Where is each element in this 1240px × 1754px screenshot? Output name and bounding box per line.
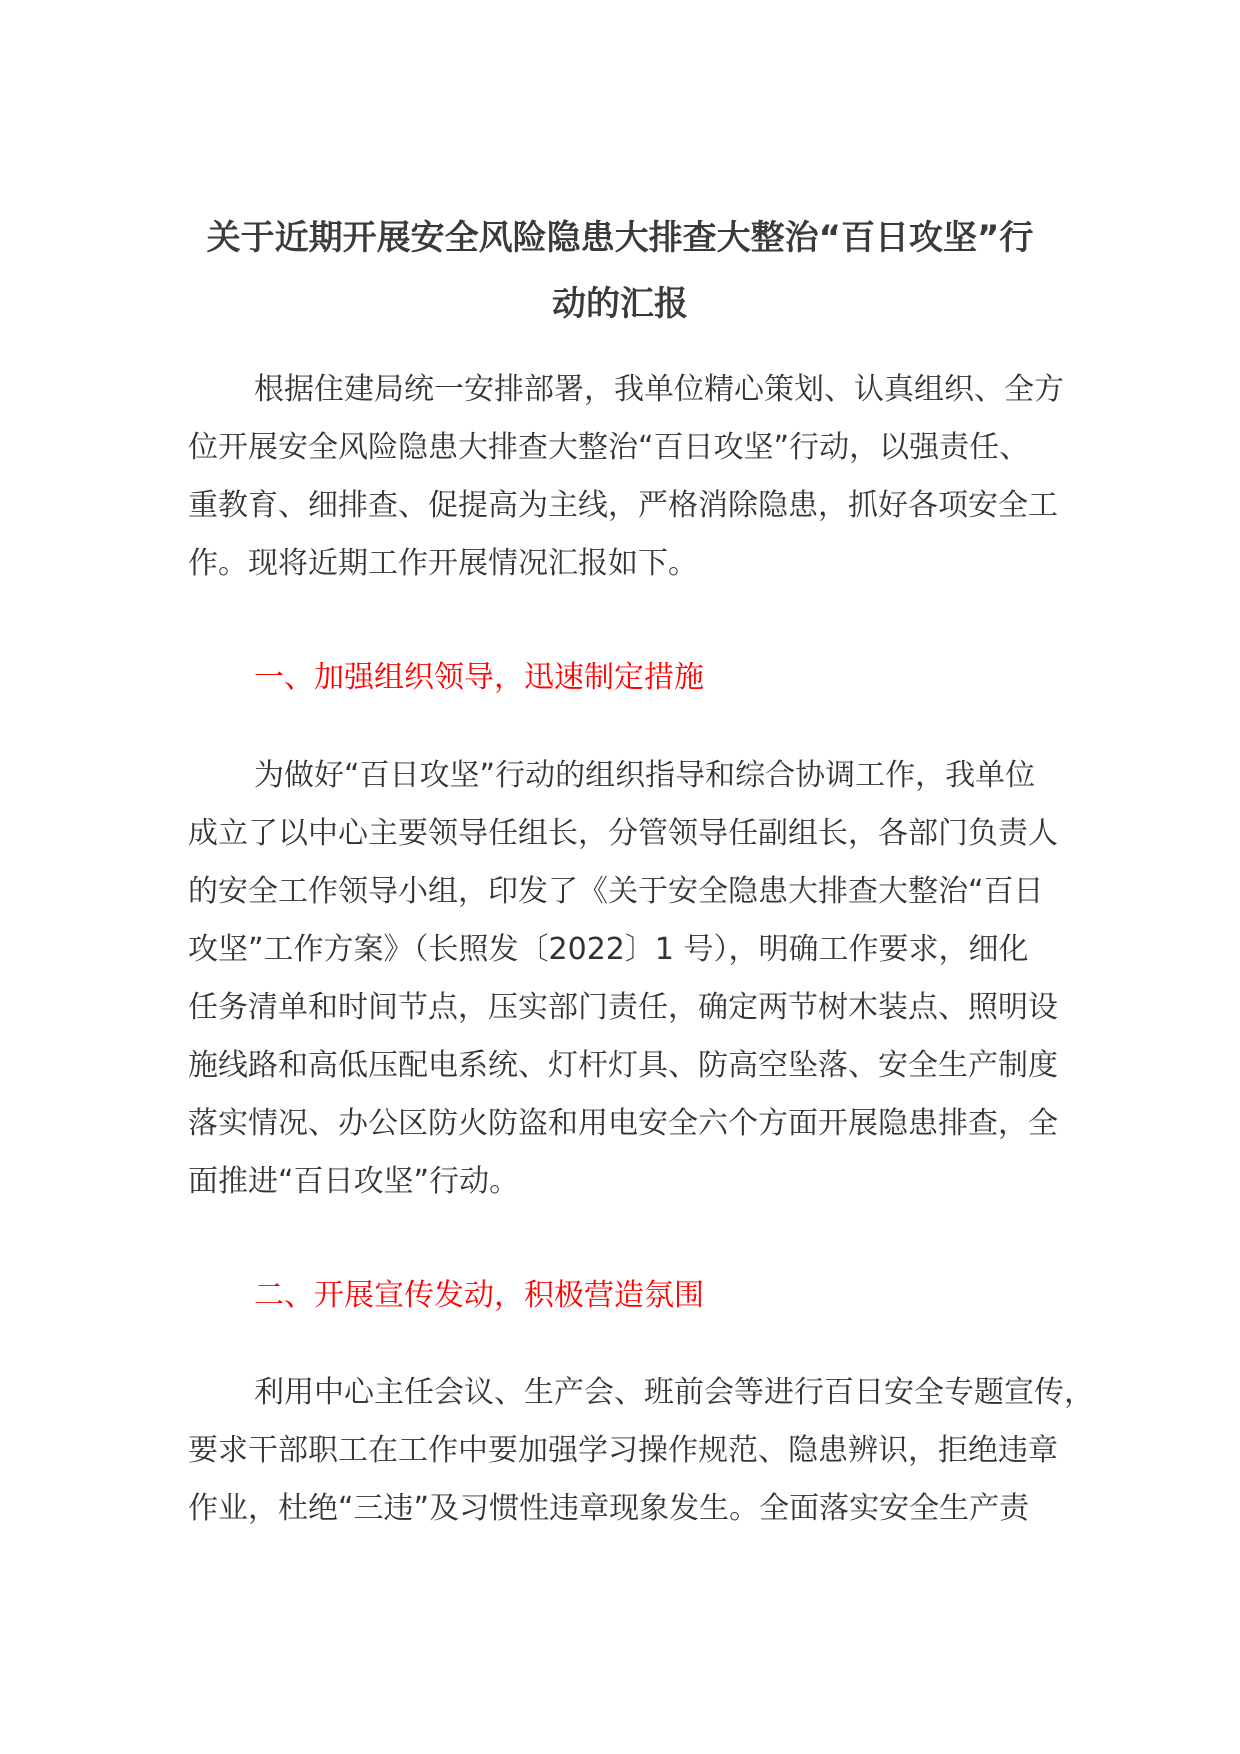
section-2-heading: 二、开展宣传发动，积极营造氛围: [254, 1278, 704, 1313]
intro-paragraph-line: 根据住建局统一安排部署，我单位精心策划、认真组织、全方: [254, 372, 1064, 407]
intro-paragraph-line: 位开展安全风险隐患大排查大整治“百日攻坚”行动，以强责任、: [188, 430, 1030, 465]
section-2-paragraph-line: 利用中心主任会议、生产会、班前会等进行百日安全专题宣传，: [254, 1375, 1094, 1410]
intro-paragraph-line: 重教育、细排查、促提高为主线，严格消除隐患，抓好各项安全工: [188, 488, 1058, 523]
document-title-line-1: 关于近期开展安全风险隐患大排查大整治“百日攻坚”行: [206, 218, 1034, 258]
section-1-paragraph-line: 为做好“百日攻坚”行动的组织指导和综合协调工作，我单位: [254, 758, 1036, 793]
section-1-heading: 一、加强组织领导，迅速制定措施: [254, 660, 704, 695]
document-title-line-2: 动的汇报: [552, 284, 688, 324]
section-2-paragraph-line: 要求干部职工在工作中要加强学习操作规范、隐患辨识，拒绝违章: [188, 1433, 1058, 1468]
section-1-paragraph-line: 施线路和高低压配电系统、灯杆灯具、防高空坠落、安全生产制度: [188, 1048, 1058, 1083]
section-1-paragraph-line: 的安全工作领导小组，印发了《关于安全隐患大排查大整治“百日: [188, 874, 1044, 909]
section-1-paragraph-line: 面推进“百日攻坚”行动。: [188, 1164, 520, 1199]
section-1-paragraph-line: 攻坚”工作方案》（长照发〔2022〕1 号），明确工作要求，细化: [188, 932, 1029, 967]
intro-paragraph-line: 作。现将近期工作开展情况汇报如下。: [188, 546, 698, 581]
section-1-paragraph-line: 成立了以中心主要领导任组长，分管领导任副组长，各部门负责人: [188, 816, 1058, 851]
section-1-paragraph-line: 任务清单和时间节点，压实部门责任，确定两节树木装点、照明设: [188, 990, 1058, 1025]
section-2-paragraph-line: 作业，杜绝“三违”及习惯性违章现象发生。全面落实安全生产责: [188, 1491, 1030, 1526]
section-1-paragraph-line: 落实情况、办公区防火防盗和用电安全六个方面开展隐患排查，全: [188, 1106, 1058, 1141]
